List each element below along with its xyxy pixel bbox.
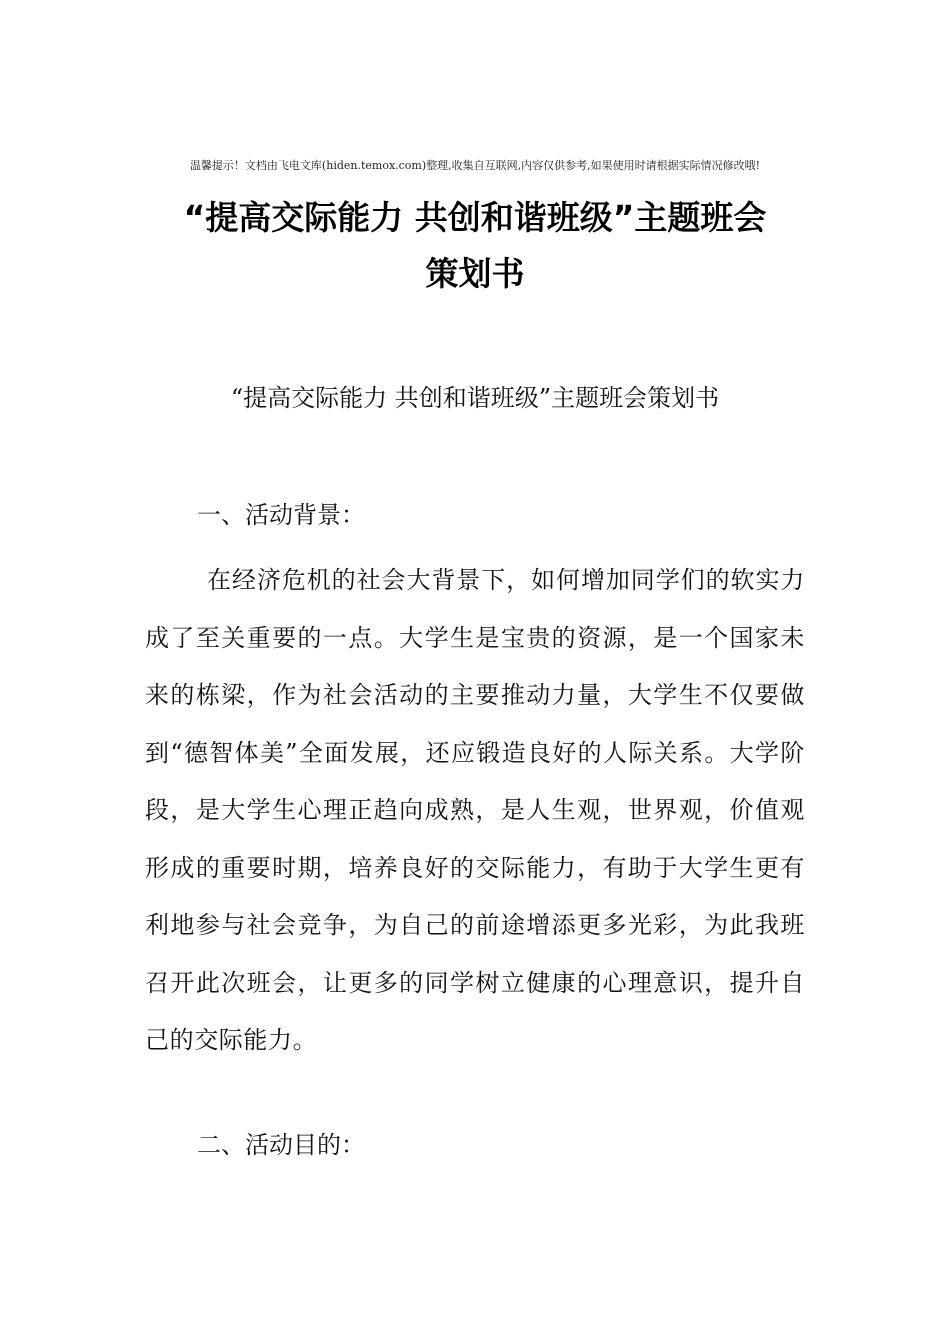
section-1-heading: 一、活动背景：: [197, 501, 365, 529]
notice-banner: 温馨提示！文档由飞电文库(hiden.temox.com)整理,收集自互联网,内容仅供参考,如果使用时请根据实际情况修改哦!: [189, 159, 761, 172]
title-line-2: 策划书: [425, 254, 525, 293]
document-title: [100, 190, 850, 302]
title-line-1: “提高交际能力 共创和谐班级”主题班会: [183, 198, 767, 237]
document-subtitle: “提高交际能力 共创和谐班级”主题班会策划书: [230, 384, 720, 412]
section-1-paragraph: 在经济危机的社会大背景下，如何增加同学们的软实力成了至关重要的一点。大学生是宝贵的资源，是一个国家未来的栋梁，作为社会活动的主要推动力量，大学生不仅要做到“德智体美”全面发展，还应锻造良好的人际关系。大学阶段，是大学生心理正趋向成熟，是人生观，世界观，价值观形成的重要时期，培养良好的交际能力，有助于大学生更有利地参与社会竞争，为自己的前途增添更多光彩，为此我班召开此次班会，让更多的同学树立健康的心理意识，提升自己的交际能力。: [145, 566, 805, 1054]
section-2-heading: 二、活动目的：: [197, 1131, 365, 1159]
